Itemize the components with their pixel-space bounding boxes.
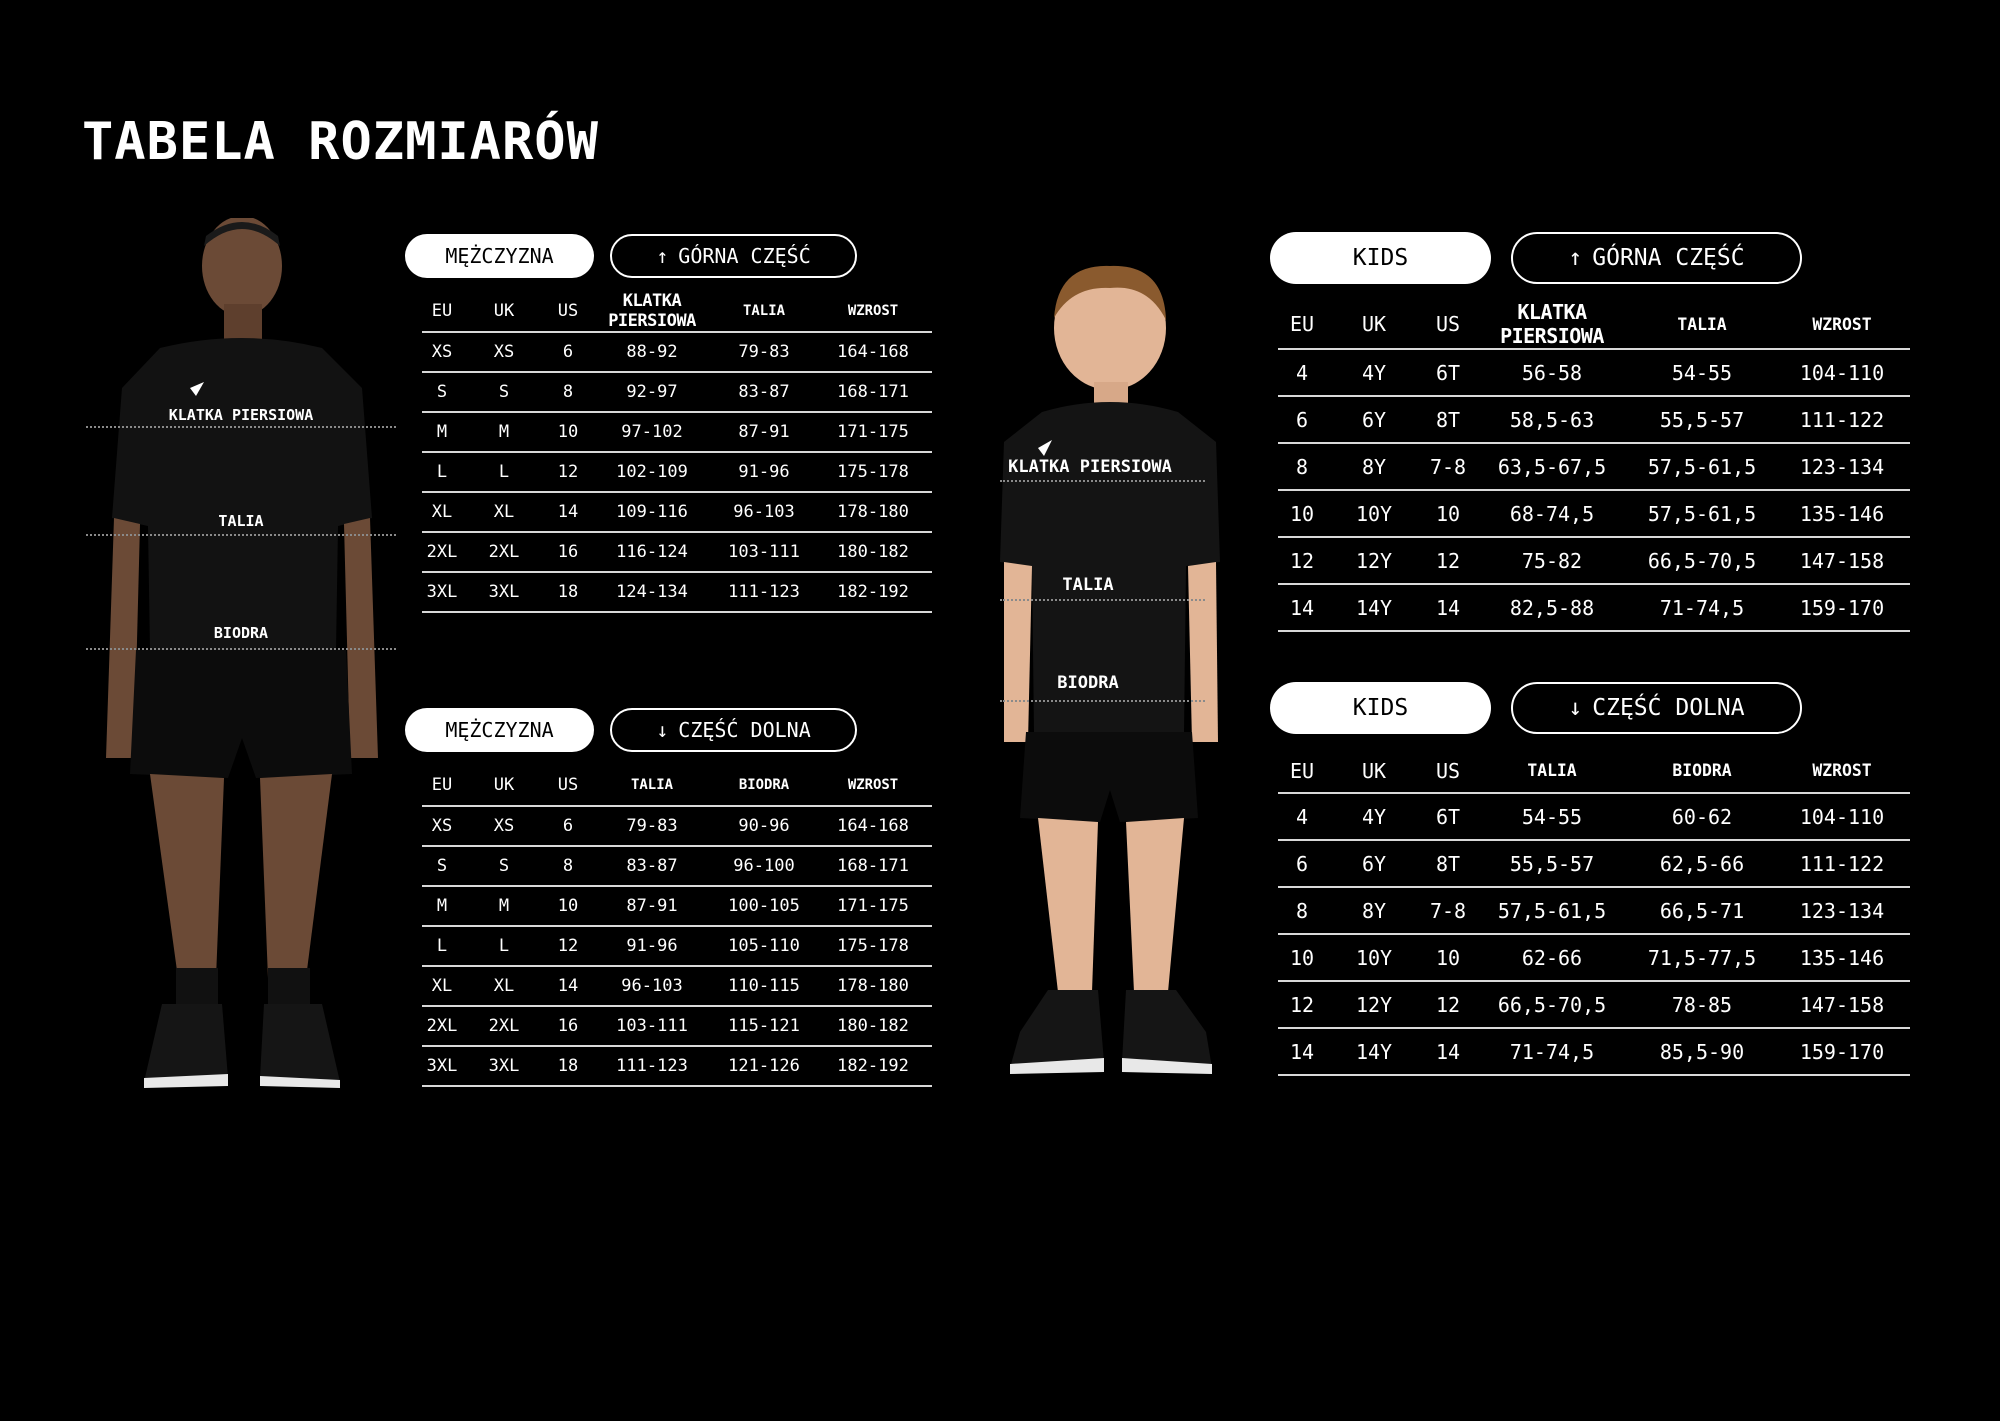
table-cell: 12	[1422, 981, 1474, 1028]
table-cell: 175-178	[814, 926, 932, 966]
table-cell: 102-109	[590, 452, 714, 492]
table-cell: 6Y	[1326, 396, 1422, 443]
table-cell: 180-182	[814, 1006, 932, 1046]
table-cell: 58,5-63	[1474, 396, 1630, 443]
table-row	[422, 572, 932, 612]
table-row	[1278, 1028, 1910, 1075]
table-cell: 8	[1278, 443, 1326, 490]
column-header: US	[546, 764, 590, 806]
table-cell: 3XL	[462, 572, 546, 612]
table-row	[422, 846, 932, 886]
table-cell: 12	[1422, 537, 1474, 584]
table-cell: 83-87	[714, 372, 814, 412]
table-cell: 8Y	[1326, 443, 1422, 490]
table-cell: 91-96	[590, 926, 714, 966]
table-cell: XS	[422, 332, 462, 372]
column-header: UK	[462, 764, 546, 806]
table-cell: 6	[1278, 396, 1326, 443]
table-cell: 2XL	[462, 1006, 546, 1046]
column-header: US	[546, 291, 590, 332]
table-cell: 10	[546, 412, 590, 452]
table-cell: 109-116	[590, 492, 714, 532]
table-cell: S	[422, 846, 462, 886]
table-row	[1278, 981, 1910, 1028]
kid-waist-line	[1000, 599, 1205, 601]
table-cell: 54-55	[1630, 349, 1774, 396]
men-category-pill-bottom[interactable]: MĘŻCZYZNA	[405, 708, 594, 752]
table-cell: 2XL	[422, 1006, 462, 1046]
table-cell: 14	[1422, 584, 1474, 631]
table-cell: XS	[462, 332, 546, 372]
table-cell: M	[462, 412, 546, 452]
table-cell: 2XL	[462, 532, 546, 572]
table-cell: 92-97	[590, 372, 714, 412]
table-cell: 171-175	[814, 886, 932, 926]
kids-top-part-pill[interactable]	[1511, 232, 1802, 284]
table-row	[422, 926, 932, 966]
kid-waist-label: TALIA	[1062, 575, 1114, 595]
table-cell: 111-123	[714, 572, 814, 612]
table-cell: 3XL	[462, 1046, 546, 1086]
man-model-photo	[100, 218, 380, 1090]
table-cell: 7-8	[1422, 443, 1474, 490]
table-cell: 2XL	[422, 532, 462, 572]
table-cell: M	[422, 886, 462, 926]
table-cell: 54-55	[1474, 793, 1630, 840]
table-header-row	[422, 291, 932, 332]
table-cell: 6T	[1422, 793, 1474, 840]
man-chest-label: KLATKA PIERSIOWA	[168, 406, 314, 424]
arrow-up-icon: ↑	[1568, 245, 1583, 271]
column-header: WZROST	[1774, 749, 1910, 793]
table-row	[422, 532, 932, 572]
table-cell: 96-100	[714, 846, 814, 886]
table-cell: 57,5-61,5	[1474, 887, 1630, 934]
table-cell: 63,5-67,5	[1474, 443, 1630, 490]
table-cell: 164-168	[814, 806, 932, 846]
table-header-row	[1278, 749, 1910, 793]
table-cell: XL	[422, 966, 462, 1006]
table-row	[1278, 396, 1910, 443]
men-bottom-part-label: CZĘŚĆ DOLNA	[678, 718, 811, 742]
table-cell: 10Y	[1326, 934, 1422, 981]
table-cell: 171-175	[814, 412, 932, 452]
column-header: KLATKA PIERSIOWA	[1474, 300, 1630, 349]
table-cell: 159-170	[1774, 584, 1910, 631]
table-cell: 180-182	[814, 532, 932, 572]
table-cell: 178-180	[814, 492, 932, 532]
column-header: US	[1422, 749, 1474, 793]
man-hips-line	[86, 648, 396, 650]
kids-category-pill[interactable]: KIDS	[1270, 232, 1491, 284]
table-cell: XS	[462, 806, 546, 846]
men-bottom-part-pill[interactable]	[610, 708, 857, 752]
column-header: BIODRA	[714, 764, 814, 806]
table-cell: 10	[1422, 934, 1474, 981]
table-row	[1278, 349, 1910, 396]
column-header: WZROST	[814, 764, 932, 806]
table-cell: 78-85	[1630, 981, 1774, 1028]
table-cell: 68-74,5	[1474, 490, 1630, 537]
table-cell: 100-105	[714, 886, 814, 926]
arrow-up-icon: ↑	[656, 244, 669, 268]
table-cell: 10	[1278, 490, 1326, 537]
table-cell: 66,5-70,5	[1630, 537, 1774, 584]
table-cell: 12Y	[1326, 981, 1422, 1028]
table-cell: 123-134	[1774, 887, 1910, 934]
table-cell: 111-123	[590, 1046, 714, 1086]
table-row	[422, 452, 932, 492]
men-category-pill[interactable]: MĘŻCZYZNA	[405, 234, 594, 278]
kids-top-part-label: GÓRNA CZĘŚĆ	[1592, 245, 1745, 271]
man-chest-line	[86, 426, 396, 428]
table-row	[422, 1046, 932, 1086]
table-cell: 147-158	[1774, 981, 1910, 1028]
kid-chest-line	[1000, 480, 1205, 482]
table-cell: 10	[1278, 934, 1326, 981]
table-cell: 4	[1278, 793, 1326, 840]
table-cell: 88-92	[590, 332, 714, 372]
table-row	[1278, 793, 1910, 840]
table-header-row	[422, 764, 932, 806]
table-cell: 83-87	[590, 846, 714, 886]
table-cell: L	[462, 452, 546, 492]
table-cell: 8Y	[1326, 887, 1422, 934]
men-top-tabs	[405, 234, 857, 278]
table-row	[1278, 537, 1910, 584]
table-cell: 90-96	[714, 806, 814, 846]
table-cell: 12	[1278, 537, 1326, 584]
table-row	[422, 492, 932, 532]
table-cell: XL	[462, 966, 546, 1006]
table-row	[1278, 934, 1910, 981]
men-bottom-size-table	[422, 764, 932, 1087]
table-cell: XL	[462, 492, 546, 532]
column-header: TALIA	[1630, 300, 1774, 349]
table-cell: 12	[546, 926, 590, 966]
table-cell: 12	[546, 452, 590, 492]
table-cell: 14	[1422, 1028, 1474, 1075]
kids-top-size-table	[1278, 300, 1910, 632]
table-cell: 4Y	[1326, 349, 1422, 396]
kids-bottom-size-table	[1278, 749, 1910, 1076]
table-cell: 75-82	[1474, 537, 1630, 584]
table-cell: 123-134	[1774, 443, 1910, 490]
table-cell: 103-111	[714, 532, 814, 572]
table-cell: 79-83	[590, 806, 714, 846]
table-cell: 56-58	[1474, 349, 1630, 396]
table-cell: 168-171	[814, 372, 932, 412]
table-cell: 14Y	[1326, 1028, 1422, 1075]
table-cell: 14	[1278, 584, 1326, 631]
men-top-part-pill[interactable]	[610, 234, 857, 278]
table-cell: L	[422, 452, 462, 492]
column-header: UK	[1326, 300, 1422, 349]
table-cell: 16	[546, 532, 590, 572]
table-header-row	[1278, 300, 1910, 349]
kid-model-photo	[998, 262, 1222, 1080]
table-row	[1278, 443, 1910, 490]
table-cell: S	[422, 372, 462, 412]
column-header: EU	[422, 764, 462, 806]
kids-bottom-tabs	[1270, 682, 1802, 734]
table-cell: 97-102	[590, 412, 714, 452]
men-top-part-label: GÓRNA CZĘŚĆ	[678, 244, 811, 268]
table-cell: 105-110	[714, 926, 814, 966]
table-row	[422, 332, 932, 372]
table-cell: 10	[546, 886, 590, 926]
table-row	[422, 886, 932, 926]
column-header: TALIA	[714, 291, 814, 332]
table-cell: 104-110	[1774, 349, 1910, 396]
table-cell: 91-96	[714, 452, 814, 492]
table-cell: 18	[546, 572, 590, 612]
kids-bottom-part-label: CZĘŚĆ DOLNA	[1592, 695, 1745, 721]
table-cell: 8T	[1422, 840, 1474, 887]
table-cell: 16	[546, 1006, 590, 1046]
table-cell: 55,5-57	[1630, 396, 1774, 443]
table-cell: 6Y	[1326, 840, 1422, 887]
column-header: WZROST	[1774, 300, 1910, 349]
table-cell: 71,5-77,5	[1630, 934, 1774, 981]
table-cell: 111-122	[1774, 396, 1910, 443]
kids-bottom-part-pill[interactable]	[1511, 682, 1802, 734]
table-cell: 110-115	[714, 966, 814, 1006]
column-header: US	[1422, 300, 1474, 349]
men-bottom-tabs	[405, 708, 857, 752]
kids-top-tabs	[1270, 232, 1802, 284]
arrow-down-icon: ↓	[656, 718, 669, 742]
table-cell: 4Y	[1326, 793, 1422, 840]
table-cell: 55,5-57	[1474, 840, 1630, 887]
table-cell: 121-126	[714, 1046, 814, 1086]
table-cell: 10	[1422, 490, 1474, 537]
table-cell: XS	[422, 806, 462, 846]
table-cell: 14Y	[1326, 584, 1422, 631]
table-cell: 6T	[1422, 349, 1474, 396]
table-row	[422, 372, 932, 412]
table-cell: 104-110	[1774, 793, 1910, 840]
table-cell: 3XL	[422, 1046, 462, 1086]
page-title: TABELA ROZMIARÓW	[82, 112, 599, 172]
table-cell: 87-91	[590, 886, 714, 926]
column-header: EU	[1278, 300, 1326, 349]
table-cell: 14	[546, 966, 590, 1006]
column-header: UK	[462, 291, 546, 332]
table-cell: 3XL	[422, 572, 462, 612]
table-cell: 12	[1278, 981, 1326, 1028]
man-waist-label: TALIA	[218, 512, 264, 530]
men-top-size-table	[422, 291, 932, 613]
kid-hips-label: BIODRA	[1057, 673, 1119, 693]
table-cell: 116-124	[590, 532, 714, 572]
table-cell: L	[422, 926, 462, 966]
table-cell: M	[462, 886, 546, 926]
table-cell: S	[462, 372, 546, 412]
table-cell: 96-103	[714, 492, 814, 532]
table-cell: 111-122	[1774, 840, 1910, 887]
table-row	[422, 412, 932, 452]
man-hips-label: BIODRA	[213, 624, 269, 642]
column-header: TALIA	[1474, 749, 1630, 793]
kid-chest-label: KLATKA PIERSIOWA	[1008, 457, 1172, 477]
table-cell: S	[462, 846, 546, 886]
table-row	[1278, 490, 1910, 537]
table-cell: 10Y	[1326, 490, 1422, 537]
table-row	[1278, 887, 1910, 934]
arrow-down-icon: ↓	[1568, 695, 1583, 721]
table-row	[422, 806, 932, 846]
table-cell: 164-168	[814, 332, 932, 372]
table-row	[1278, 840, 1910, 887]
table-row	[1278, 584, 1910, 631]
column-header: UK	[1326, 749, 1422, 793]
table-cell: 135-146	[1774, 934, 1910, 981]
table-cell: 57,5-61,5	[1630, 490, 1774, 537]
table-cell: 85,5-90	[1630, 1028, 1774, 1075]
table-cell: 66,5-70,5	[1474, 981, 1630, 1028]
column-header: EU	[422, 291, 462, 332]
table-cell: 79-83	[714, 332, 814, 372]
table-cell: 14	[1278, 1028, 1326, 1075]
table-cell: 12Y	[1326, 537, 1422, 584]
table-cell: 4	[1278, 349, 1326, 396]
table-cell: 66,5-71	[1630, 887, 1774, 934]
table-cell: 82,5-88	[1474, 584, 1630, 631]
column-header: TALIA	[590, 764, 714, 806]
table-cell: 96-103	[590, 966, 714, 1006]
table-cell: 175-178	[814, 452, 932, 492]
table-cell: 168-171	[814, 846, 932, 886]
table-cell: L	[462, 926, 546, 966]
table-cell: 71-74,5	[1474, 1028, 1630, 1075]
table-cell: 135-146	[1774, 490, 1910, 537]
table-cell: 60-62	[1630, 793, 1774, 840]
column-header: KLATKA PIERSIOWA	[590, 291, 714, 332]
table-cell: 159-170	[1774, 1028, 1910, 1075]
column-header: EU	[1278, 749, 1326, 793]
table-cell: 8	[1278, 887, 1326, 934]
table-cell: M	[422, 412, 462, 452]
table-cell: 103-111	[590, 1006, 714, 1046]
table-cell: 71-74,5	[1630, 584, 1774, 631]
table-row	[422, 966, 932, 1006]
column-header: WZROST	[814, 291, 932, 332]
table-cell: 6	[546, 806, 590, 846]
table-cell: 87-91	[714, 412, 814, 452]
table-cell: 14	[546, 492, 590, 532]
table-cell: 6	[1278, 840, 1326, 887]
table-cell: 182-192	[814, 572, 932, 612]
table-cell: 57,5-61,5	[1630, 443, 1774, 490]
table-row	[422, 1006, 932, 1046]
table-cell: 115-121	[714, 1006, 814, 1046]
kids-category-pill-bottom[interactable]: KIDS	[1270, 682, 1491, 734]
table-cell: 8T	[1422, 396, 1474, 443]
table-cell: 124-134	[590, 572, 714, 612]
table-cell: 18	[546, 1046, 590, 1086]
kid-hips-line	[1000, 700, 1205, 702]
table-cell: 178-180	[814, 966, 932, 1006]
table-cell: 8	[546, 372, 590, 412]
table-cell: 6	[546, 332, 590, 372]
column-header: BIODRA	[1630, 749, 1774, 793]
table-cell: 62,5-66	[1630, 840, 1774, 887]
table-cell: XL	[422, 492, 462, 532]
table-cell: 182-192	[814, 1046, 932, 1086]
table-cell: 147-158	[1774, 537, 1910, 584]
table-cell: 7-8	[1422, 887, 1474, 934]
table-cell: 8	[546, 846, 590, 886]
man-waist-line	[86, 534, 396, 536]
table-cell: 62-66	[1474, 934, 1630, 981]
